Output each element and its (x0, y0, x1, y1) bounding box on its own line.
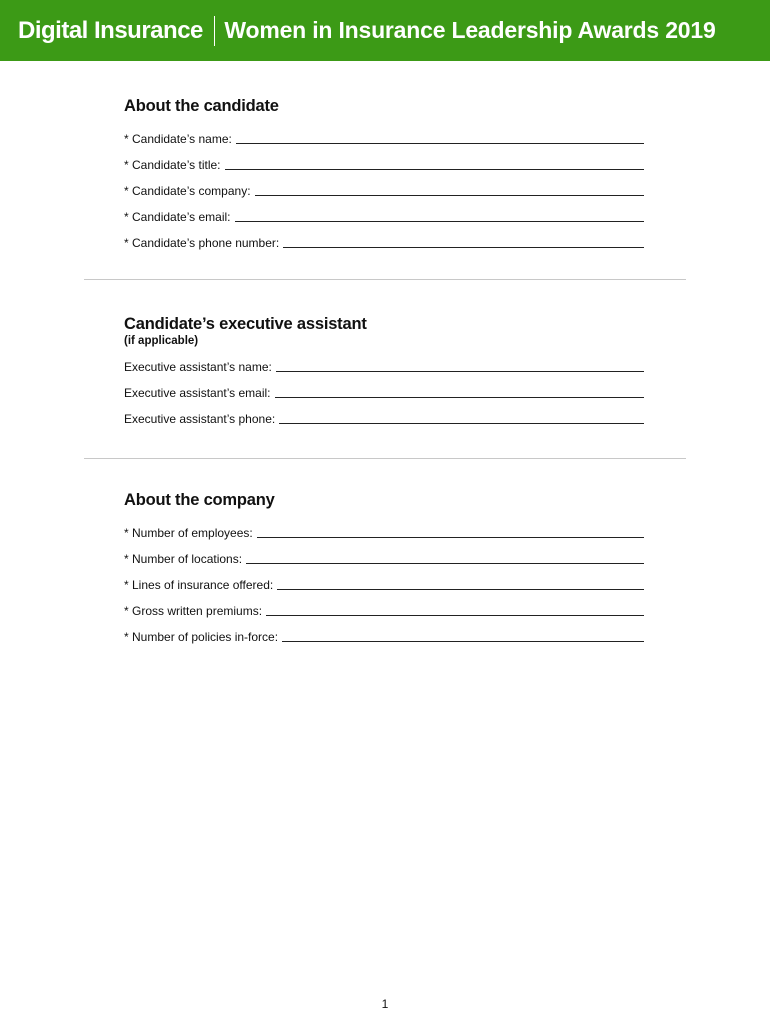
candidate-email-label: * Candidate’s email: (124, 210, 231, 224)
header-divider (214, 16, 216, 46)
assistant-email-field[interactable] (275, 386, 644, 398)
assistant-section (124, 314, 644, 426)
candidate-email-field[interactable] (235, 210, 644, 222)
locations-field[interactable] (246, 552, 644, 564)
section-divider (84, 458, 686, 459)
candidate-phone-row (124, 224, 644, 250)
candidate-heading: About the candidate (124, 97, 279, 115)
candidate-phone-label: * Candidate’s phone number: (124, 236, 280, 250)
header-banner (0, 0, 770, 61)
candidate-title-row (124, 146, 644, 172)
employees-field[interactable] (257, 526, 644, 538)
assistant-phone-label: Executive assistant’s phone: (124, 412, 276, 426)
assistant-name-row (124, 348, 644, 374)
lines-of-insurance-field[interactable] (277, 578, 644, 590)
locations-label: * Number of locations: (124, 552, 243, 566)
candidate-phone-field[interactable] (283, 236, 644, 248)
employees-label: * Number of employees: (124, 526, 253, 540)
gross-premiums-label: * Gross written premiums: (124, 604, 263, 618)
candidate-name-label: * Candidate’s name: (124, 132, 232, 146)
assistant-name-field[interactable] (276, 360, 644, 372)
candidate-section (124, 96, 644, 250)
candidate-title-field[interactable] (225, 158, 644, 170)
candidate-name-row (124, 120, 644, 146)
policies-in-force-field[interactable] (282, 630, 644, 642)
page-number: 1 (381, 997, 389, 1011)
section-divider (84, 279, 686, 280)
candidate-name-field[interactable] (236, 132, 644, 144)
company-heading: About the company (124, 491, 275, 509)
candidate-company-field[interactable] (255, 184, 644, 196)
lines-of-insurance-label: * Lines of insurance offered: (124, 578, 274, 592)
assistant-name-label: Executive assistant’s name: (124, 360, 272, 374)
assistant-email-label: Executive assistant’s email: (124, 386, 271, 400)
assistant-phone-row (124, 400, 644, 426)
gross-premiums-field[interactable] (266, 604, 644, 616)
policies-in-force-row (124, 618, 644, 644)
company-section (124, 490, 644, 644)
assistant-subheading: (if applicable) (124, 335, 199, 347)
assistant-email-row (124, 374, 644, 400)
assistant-heading: Candidate’s executive assistant (124, 315, 367, 333)
employees-row (124, 514, 644, 540)
locations-row (124, 540, 644, 566)
brand-logo: Digital Insurance (18, 16, 203, 44)
lines-of-insurance-row (124, 566, 644, 592)
policies-in-force-label: * Number of policies in-force: (124, 630, 279, 644)
candidate-title-label: * Candidate’s title: (124, 158, 221, 172)
gross-premiums-row (124, 592, 644, 618)
candidate-company-row (124, 172, 644, 198)
assistant-phone-field[interactable] (279, 412, 644, 424)
award-title: Women in Insurance Leadership Awards 2019 (224, 17, 716, 43)
candidate-company-label: * Candidate’s company: (124, 184, 251, 198)
candidate-email-row (124, 198, 644, 224)
